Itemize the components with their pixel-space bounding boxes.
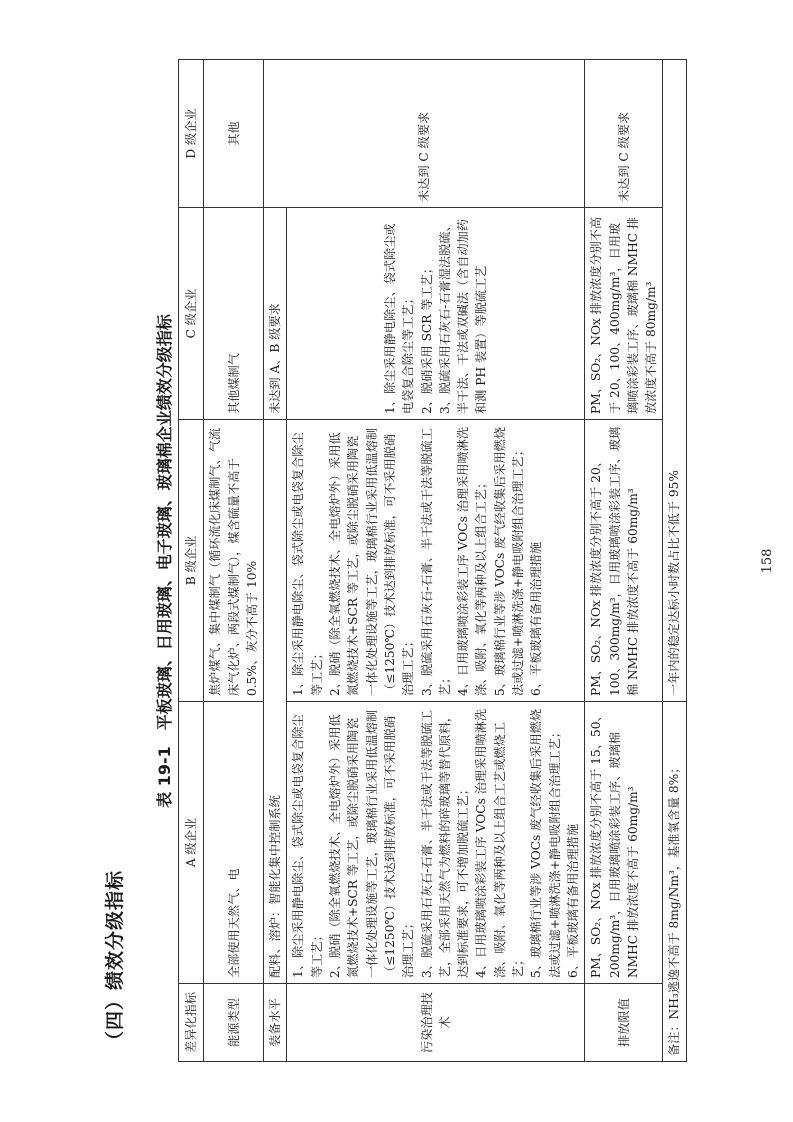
pollution-c-item: 1、除尘采用静电除尘、袋式除尘或电袋复合除尘等工艺； — [382, 223, 416, 414]
pollution-b-item: 2、脱硝（除全氧燃烧技术、全电熔炉外）采用低氮燃烧技术+SCR 等工艺，或除尘脱硝采用陶瓷一体化处理设施等工艺，玻璃棉行业采用低温熔制（≤1250℃）技术达到排放标准，可不采用脱硝治理工艺； — [328, 427, 416, 696]
header-row — [179, 60, 204, 1062]
pollution-a-item: 2、脱硝（除全氧燃烧技术、全电熔炉外）采用低氮燃烧技术+SCR 等工艺，或除尘脱硝采用陶瓷一体化处理设施等工艺，玻璃棉行业采用低温熔制（≤1250℃）技术达到排放标准，可不采用脱硝治理工艺； — [328, 709, 416, 978]
pollution-grade-b — [287, 420, 585, 702]
row-equipment-level — [264, 60, 287, 1062]
header-indicator: 差异化指标 — [179, 984, 204, 1062]
energy-grade-c: 其他煤制气 — [204, 208, 264, 420]
header-grade-d: D 级企业 — [179, 60, 204, 208]
emission-grade-d: 未达到 C 级要求 — [585, 60, 663, 208]
equipment-grade-ab: 配料、溶炉：智能化集中控制系统 — [264, 420, 287, 984]
pollution-grade-c — [287, 208, 585, 420]
table-title: 表 19-1 平板玻璃、日用玻璃、电子玻璃、玻璃棉企业绩效分级指标 — [155, 314, 174, 808]
pollution-c-item: 3、脱硫采用石灰石-石膏湿法脱硫、半干法、干法或双碱法（含自动加药和测 PH 装置）等脱硫工艺 — [437, 219, 489, 414]
energy-grade-d: 其他 — [204, 60, 264, 208]
pollution-a-item: 6、平板玻璃有备用治理措施 — [565, 823, 580, 978]
performance-grading-table — [178, 59, 687, 1062]
energy-grade-b: 焦炉煤气、集中煤制气（循环流化床煤制气、气流床气化炉、两段式煤制气），煤含硫量不高于 0.5%、灰分不高于 10% — [204, 420, 264, 702]
page-number: 158 — [760, 548, 775, 574]
pollution-c-item: 2、脱硝采用 SCR 等工艺； — [419, 261, 434, 414]
label-energy-type: 能源类型 — [204, 984, 264, 1062]
row-pollution-tech — [287, 60, 585, 1062]
note-a: 备注：NH₃逃逸不高于 8mg/Nm³，基准氧含量 8%； — [663, 702, 686, 1062]
row-energy-type — [204, 60, 264, 1062]
pollution-a-item: 3、脱硫采用石灰石-石膏、半干法或干法等脱硫工艺，全部采用天然气为燃料的碎玻璃等替代原料，达到标准要求，可不增加脱硫工艺； — [419, 709, 471, 978]
note-b: 一年内的稳定达标小时数占比不低于 95% — [663, 60, 686, 702]
emission-grade-b: PM、SO₂、NOx 排放浓度分别不高于 20、100、300mg/m³，日用玻璃喷涂彩装工序、玻璃棉 NMHC 排放浓度不高于 60mg/m³ — [585, 420, 663, 702]
section-title: （四）绩效分级指标 — [104, 869, 126, 1050]
equipment-grade-c: 未达到 A、B 级要求 — [264, 208, 287, 420]
pollution-a-item: 1、除尘采用静电除尘、袋式除尘或电袋复合除尘等工艺； — [291, 714, 324, 978]
header-grade-b: B 级企业 — [179, 420, 204, 702]
header-grade-c: C 级企业 — [179, 208, 204, 420]
header-grade-a: A 级企业 — [179, 702, 204, 984]
pollution-b-item: 1、除尘采用静电除尘、袋式除尘或电袋复合除尘等工艺； — [291, 432, 324, 696]
equipment-pollution-grade-d: 未达到 C 级要求 — [264, 60, 585, 208]
label-equipment-level: 装备水平 — [264, 984, 287, 1062]
emission-grade-c: PM、SO₂、NOx 排放浓度分别不高于 20、100、400mg/m³，日用玻璃喷涂彩装工序、玻璃棉 NMHC 排放浓度不高于 80mg/m³ — [585, 208, 663, 420]
pollution-a-item: 5、玻璃棉行业等涉 VOCs 废气经收集后采用燃烧法或过滤+喷淋洗涤+静电吸附组合治理工艺； — [529, 708, 562, 978]
pollution-a-item: 4、日用玻璃喷涂彩装工序 VOCs 治理采用喷淋洗涤、吸附、氧化等两种及以上组合工艺或燃烧工艺； — [474, 708, 526, 978]
pollution-b-item: 6、平板玻璃有备用治理措施 — [529, 541, 544, 696]
pollution-grade-a — [287, 702, 585, 984]
pollution-b-item: 4、日用玻璃喷涂彩装工序 VOCs 治理采用喷淋洗涤、吸附、氧化等两种及以上组合工艺； — [456, 426, 489, 696]
energy-grade-a: 全部使用天然气、电 — [204, 702, 264, 984]
label-pollution-tech: 污染治理技术 — [287, 984, 585, 1062]
row-note — [663, 60, 686, 1062]
row-emission-limit — [585, 60, 663, 1062]
emission-grade-a: PM、SO₂、NOx 排放浓度分别不高于 15、50、200mg/m³，日用玻璃喷涂彩装工序、玻璃棉 NMHC 排放浓度不高于 60mg/m³ — [585, 702, 663, 984]
label-emission-limit: 排放限值 — [585, 984, 663, 1062]
pollution-b-item: 3、脱硫采用石灰石-石膏、半干法或干法等脱硫工艺； — [419, 428, 452, 696]
pollution-b-item: 5、玻璃棉行业等涉 VOCs 废气经收集后采用燃烧法或过滤+喷淋洗涤+静电吸附组合治理工艺； — [492, 426, 526, 696]
